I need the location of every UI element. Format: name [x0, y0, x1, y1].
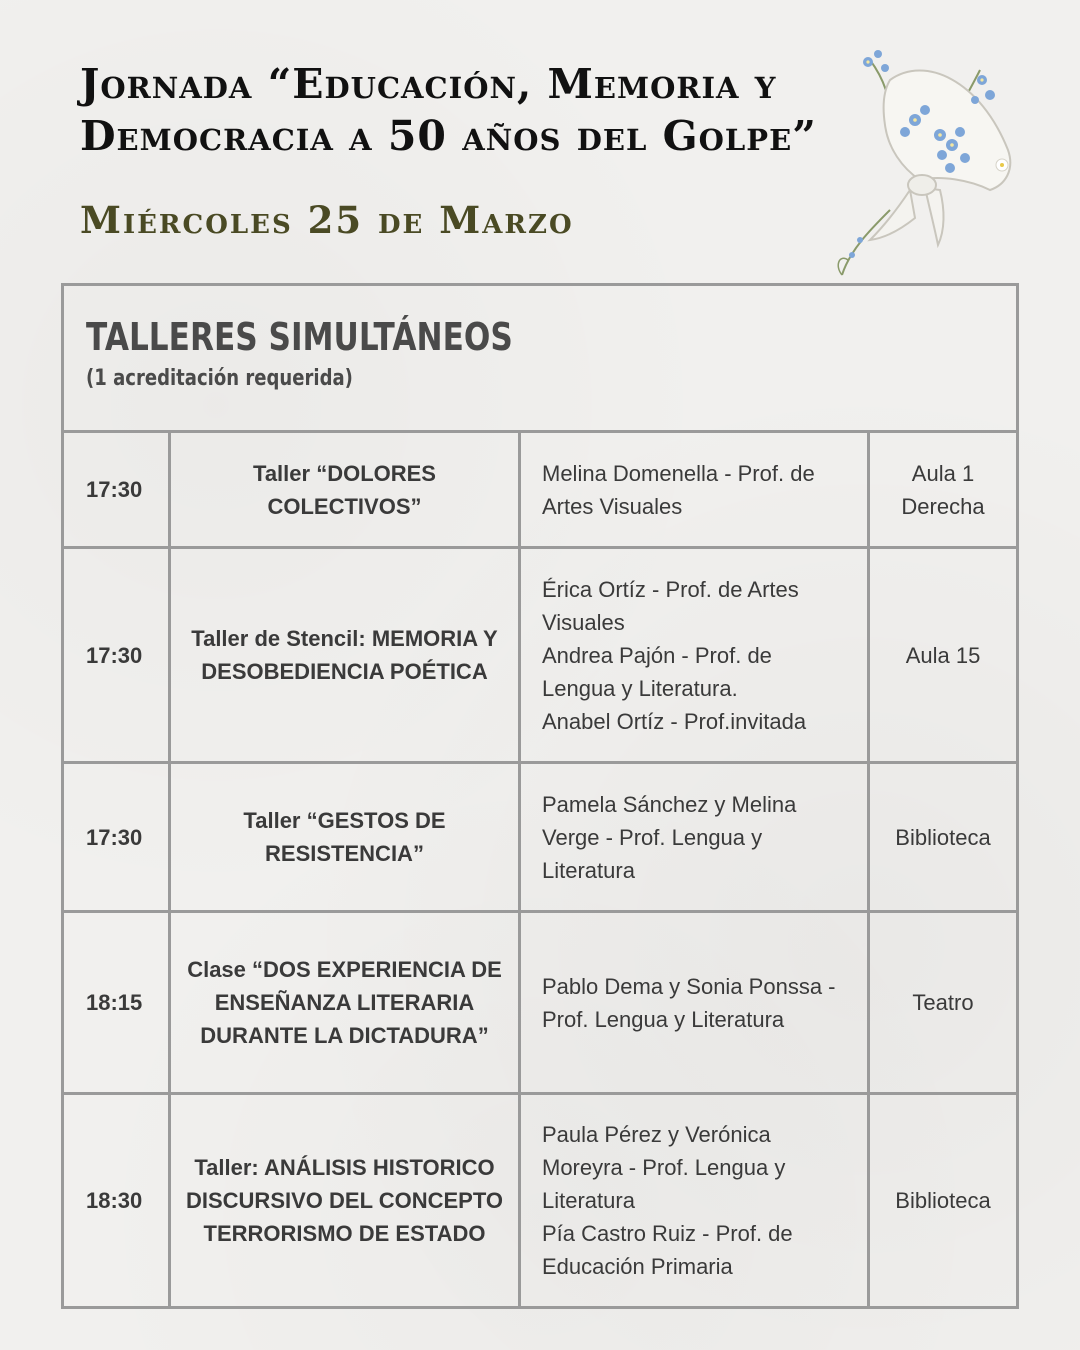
table-row: [64, 764, 1016, 913]
workshop-cell: Taller “GESTOS DE RESISTENCIA”: [171, 764, 521, 910]
workshop-cell: Taller “DOLORES COLECTIVOS”: [171, 433, 521, 546]
teachers-cell: [521, 1095, 870, 1306]
table-row: [64, 549, 1016, 764]
schedule-header: [64, 286, 1016, 433]
room-cell: Biblioteca: [895, 824, 991, 850]
teacher-line: Pablo Dema y Sonia Ponssa - Prof. Lengua y Literatura: [542, 973, 836, 1032]
teacher-line: Paula Pérez y Verónica Moreyra - Prof. Lengua y Literatura: [542, 1122, 786, 1213]
event-date: Miércoles 25 de Marzo: [80, 198, 574, 242]
teachers-cell: [521, 913, 870, 1092]
table-row: [64, 1095, 1016, 1306]
workshop-cell: Taller: ANÁLISIS HISTORICO DISCURSIVO DEL CONCEPTO TERRORISMO DE ESTADO: [171, 1095, 521, 1306]
room-cell: Biblioteca: [895, 1188, 991, 1213]
time-cell: 17:30: [64, 433, 171, 546]
teachers-cell: [521, 764, 870, 910]
event-title: [80, 58, 840, 162]
time-cell: 17:30: [64, 764, 171, 910]
table-row: [64, 433, 1016, 549]
teacher-line: Anabel Ortíz - Prof.invitada: [542, 708, 807, 734]
white-scarf-forget-me-not-flowers-icon: [830, 40, 1030, 285]
event-title-line-2: Democracia a 50 años del Golpe”: [80, 112, 817, 160]
teacher-line: Érica Ortíz - Prof. de Artes Visuales: [542, 576, 799, 635]
teachers-cell: [521, 549, 870, 761]
workshop-schedule-table: [61, 283, 1019, 1309]
event-title-line-1: Jornada “Educación, Memoria y: [80, 60, 777, 108]
workshop-cell: Taller de Stencil: MEMORIA Y DESOBEDIENCIA POÉTICA: [171, 549, 521, 761]
room-cell: Teatro: [912, 990, 974, 1015]
accreditation-note: (1 acreditación requerida): [86, 366, 353, 391]
workshop-cell: Clase “DOS EXPERIENCIA DE ENSEÑANZA LITERARIA DURANTE LA DICTADURA”: [171, 913, 521, 1092]
table-row: [64, 913, 1016, 1095]
teacher-line: Pamela Sánchez y Melina Verge - Prof. Lengua y Literatura: [542, 791, 797, 883]
teachers-cell: [521, 433, 870, 546]
room-cell: Aula 1 Derecha: [901, 460, 985, 519]
teacher-line: Andrea Pajón - Prof. de Lengua y Literatura.: [542, 642, 772, 701]
room-cell: Aula 15: [905, 642, 981, 668]
teacher-line: Melina Domenella - Prof. de Artes Visuales: [542, 460, 815, 519]
time-cell: 17:30: [64, 549, 171, 761]
time-cell: 18:15: [64, 913, 171, 1092]
schedule-title: TALLERES SIMULTÁNEOS: [86, 315, 513, 359]
time-cell: 18:30: [64, 1095, 171, 1306]
teacher-line: Pía Castro Ruiz - Prof. de Educación Primaria: [542, 1221, 793, 1279]
